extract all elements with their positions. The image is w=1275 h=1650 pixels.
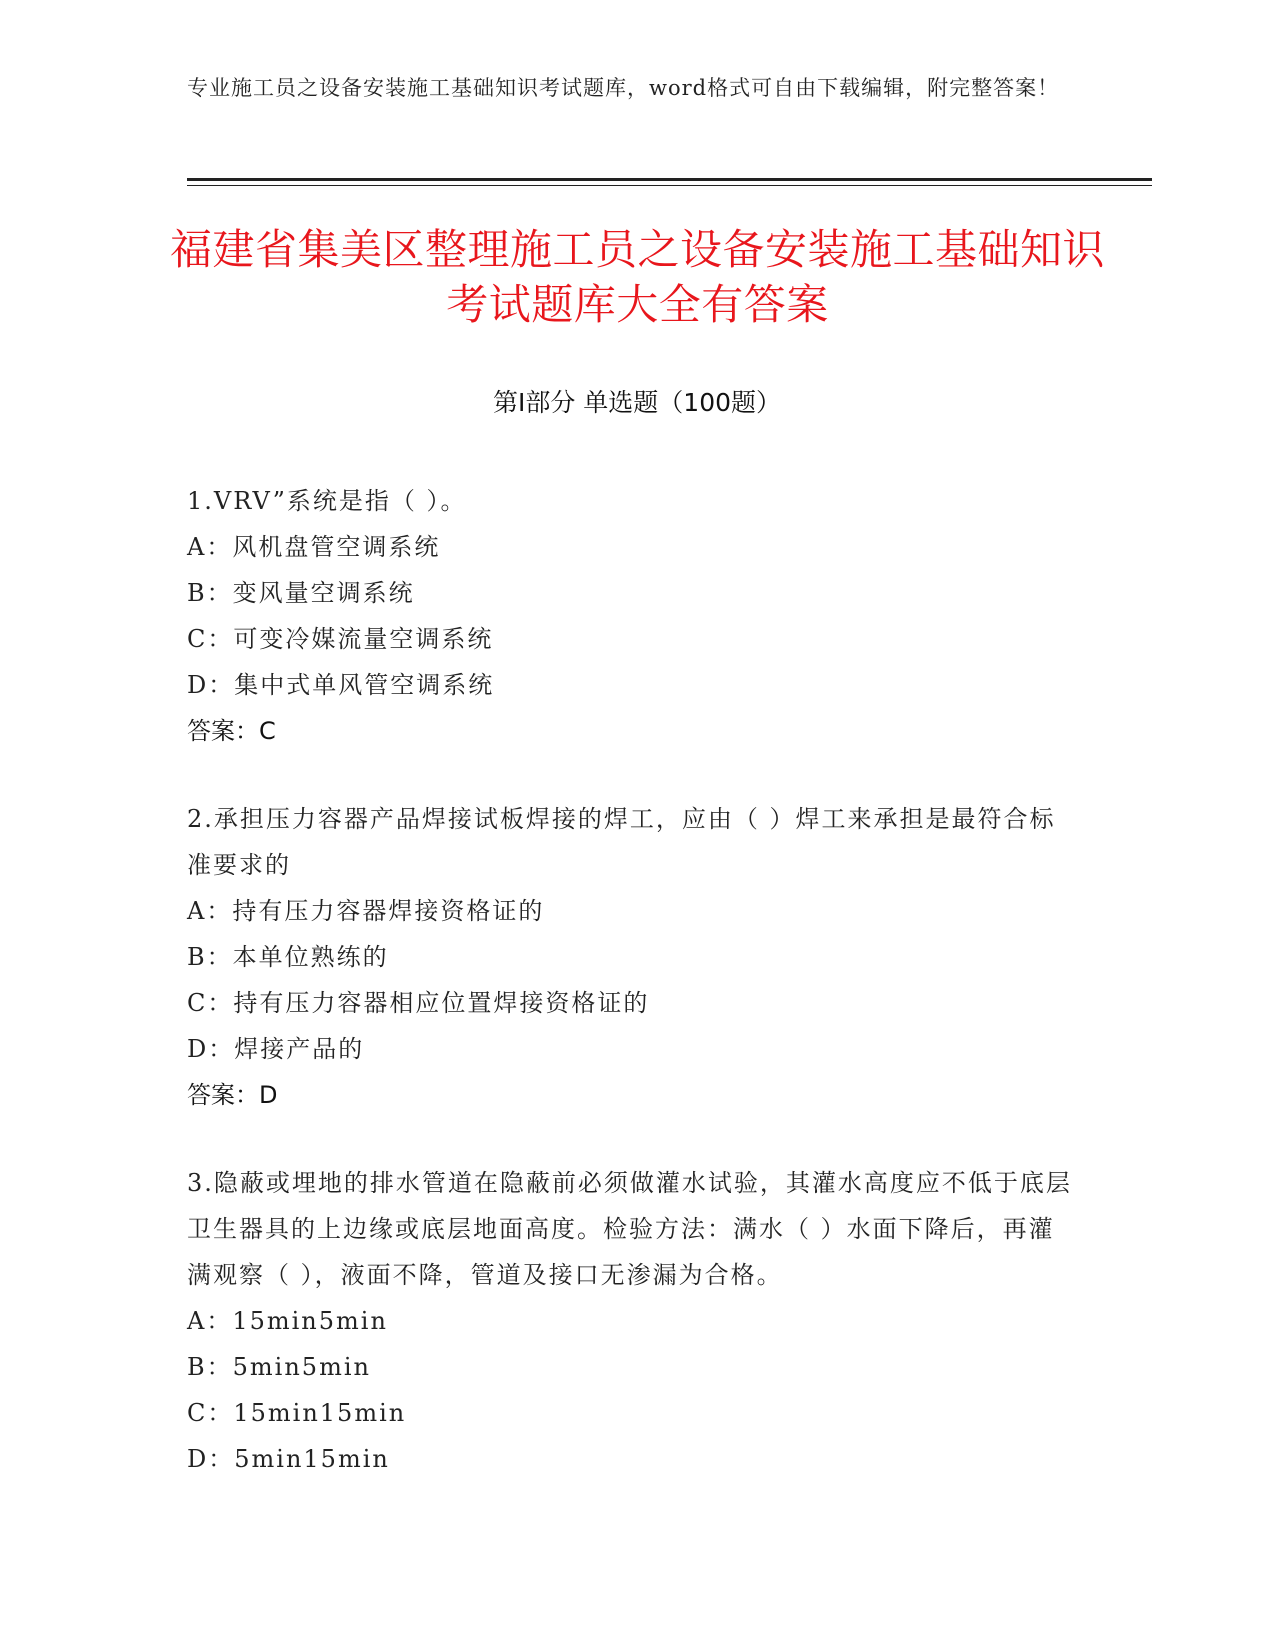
document-title: 福建省集美区整理施工员之设备安装施工基础知识考试题库大全有答案 [169, 225, 1105, 329]
option-d: D：焊接产品的 [187, 1035, 365, 1063]
question-stem: 2.承担压力容器产品焊接试板焊接的焊工，应由（ ）焊工来承担是最符合标准要求的 [187, 805, 1056, 879]
option-b: B：5min5min [187, 1353, 371, 1381]
option-b: B：本单位熟练的 [187, 943, 389, 971]
option-c: C：15min15min [187, 1399, 407, 1427]
option-d: D：集中式单风管空调系统 [187, 671, 495, 699]
question-stem: 3.隐蔽或埋地的排水管道在隐蔽前必须做灌水试验，其灌水高度应不低于底层卫生器具的上边缘或底层地面高度。检验方法：满水（ ）水面下降后，再灌满观察（ ），液面不降，管道及接口无渗漏为合格。 [187, 1169, 1072, 1289]
question-1 [187, 478, 1077, 754]
question-3 [187, 1160, 1077, 1482]
option-c: C：持有压力容器相应位置焊接资格证的 [187, 989, 650, 1017]
section-heading: 第Ⅰ部分 单选题（100题） [492, 388, 782, 417]
option-c: C：可变冷媒流量空调系统 [187, 625, 494, 653]
option-d: D：5min15min [187, 1445, 390, 1473]
answer: 答案：D [187, 1081, 278, 1109]
question-2 [187, 796, 1077, 1118]
header-note: 专业施工员之设备安装施工基础知识考试题库，word格式可自由下载编辑，附完整答案！ [187, 76, 1060, 100]
header-divider-thin [187, 185, 1152, 186]
answer: 答案：C [187, 717, 276, 745]
option-a: A：持有压力容器焊接资格证的 [187, 897, 545, 925]
option-b: B：变风量空调系统 [187, 579, 415, 607]
question-list [187, 478, 1077, 1524]
option-a: A：15min5min [187, 1307, 388, 1335]
option-a: A：风机盘管空调系统 [187, 533, 441, 561]
question-stem: 1.VRV”系统是指（ ）。 [187, 487, 467, 515]
header-divider-thick [187, 178, 1152, 181]
